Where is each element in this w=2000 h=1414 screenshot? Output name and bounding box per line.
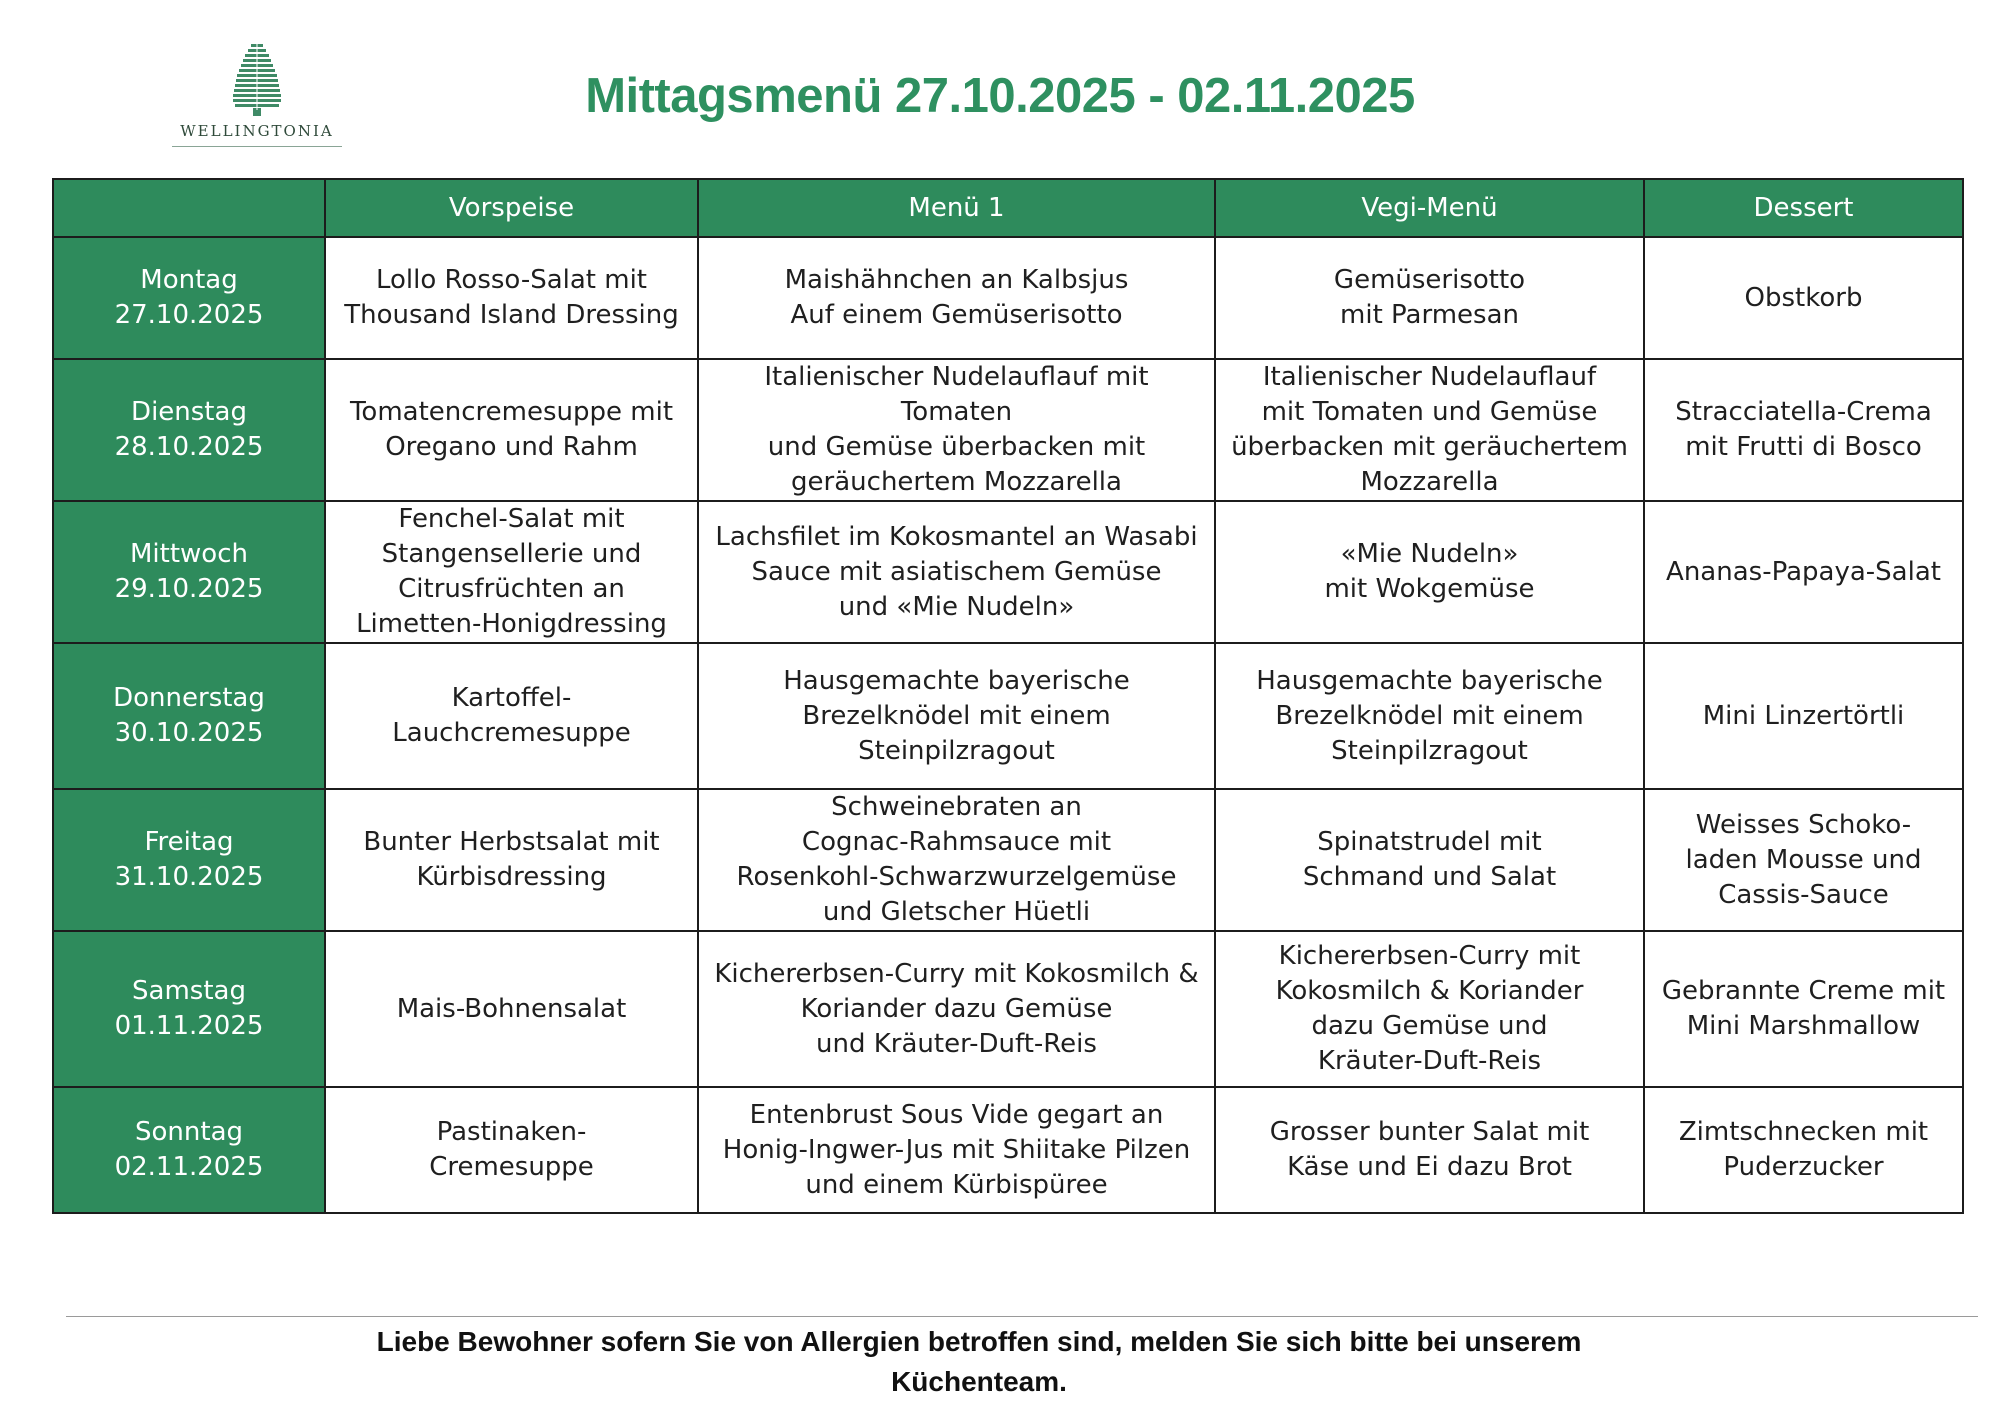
dish-line: Honig-Ingwer-Jus mit Shiitake Pilzen xyxy=(722,1134,1191,1165)
day-name: Donnerstag xyxy=(113,683,265,713)
dish-line: mit Wokgemüse xyxy=(1324,574,1535,604)
day-cell xyxy=(53,789,325,931)
dish-cell-menu1 xyxy=(698,1087,1215,1213)
footer-line-1: Liebe Bewohner sofern Sie von Allergien betroffen sind, melden Sie sich bitte bei unserem xyxy=(376,1326,1582,1357)
day-date: 02.11.2025 xyxy=(114,1152,264,1182)
dish-line: Kichererbsen-Curry mit xyxy=(1278,941,1581,971)
dish-cell-dessert xyxy=(1644,359,1963,501)
day-cell xyxy=(53,1087,325,1213)
dish-line: Italienischer Nudelauflauf xyxy=(1262,362,1597,392)
dish-line: Lollo Rosso-Salat mit xyxy=(375,265,648,295)
logo-text: WELLINGTONIA xyxy=(180,122,334,140)
dish-cell-menu1 xyxy=(698,789,1215,931)
dish-line: dazu Gemüse und xyxy=(1311,1011,1548,1041)
dish-cell-vorspeise xyxy=(325,931,698,1087)
dish-cell-vorspeise xyxy=(325,1087,698,1213)
dish-line: Brezelknödel mit einem Steinpilzragout xyxy=(802,700,1111,766)
dish-cell-dessert xyxy=(1644,237,1963,359)
dish-cell-vegi xyxy=(1215,501,1644,643)
dish-line: Kürbisdressing xyxy=(416,862,607,892)
footer-line-2: Küchenteam. xyxy=(891,1366,1067,1397)
dish-line: Mais-Bohnensalat xyxy=(396,993,627,1024)
dish-line: Hausgemachte bayerische xyxy=(1256,665,1603,696)
dish-cell-menu1 xyxy=(698,643,1215,789)
footer-note xyxy=(0,1322,1958,1402)
day-name: Sonntag xyxy=(135,1117,243,1147)
dish-line: Gebrannte Creme mit xyxy=(1661,976,1946,1006)
dish-line: Thousand Island Dressing xyxy=(344,300,679,330)
footer-divider xyxy=(66,1316,1978,1317)
dish-line: Mozzarella xyxy=(1360,467,1499,497)
dish-cell-vorspeise xyxy=(325,789,698,931)
dish-line: Puderzucker xyxy=(1723,1152,1884,1182)
dish-line: Kichererbsen-Curry mit Kokosmilch & xyxy=(714,958,1199,989)
dish-line: Mini Linzertörtli xyxy=(1702,700,1905,731)
dish-line: Oregano und Rahm xyxy=(385,432,638,462)
menu-table xyxy=(52,178,1964,1214)
dish-cell-vegi xyxy=(1215,237,1644,359)
dish-line: Fenchel-Salat mit xyxy=(398,504,625,534)
day-name: Dienstag xyxy=(131,397,247,427)
dish-line: und Gletscher Hüetli xyxy=(822,897,1091,927)
dish-line: Kokosmilch & Koriander xyxy=(1275,976,1584,1006)
dish-line: Stangensellerie und xyxy=(381,539,642,569)
dish-cell-dessert xyxy=(1644,1087,1963,1213)
day-date: 30.10.2025 xyxy=(114,718,264,748)
dish-line: Cognac-Rahmsauce mit xyxy=(801,827,1112,857)
header-row xyxy=(53,179,1963,237)
dish-line: und einem Kürbispüree xyxy=(805,1169,1108,1200)
day-date: 31.10.2025 xyxy=(114,862,264,892)
day-name: Montag xyxy=(140,265,238,295)
header-cell-menu1: Menü 1 xyxy=(698,179,1215,237)
table-row xyxy=(53,1087,1963,1213)
dish-line: Stracciatella-Crema xyxy=(1675,397,1932,427)
dish-line: Cremesuppe xyxy=(429,1152,594,1182)
dish-line: Lauchcremesuppe xyxy=(392,718,631,748)
dish-cell-vorspeise xyxy=(325,359,698,501)
table-row xyxy=(53,643,1963,789)
dish-line: Hausgemachte bayerische xyxy=(783,665,1130,696)
dish-line: Gemüserisotto xyxy=(1333,265,1526,295)
dish-line: Obstkorb xyxy=(1744,282,1863,313)
dish-cell-vegi xyxy=(1215,643,1644,789)
dish-line: Pastinaken- xyxy=(436,1117,587,1147)
dish-line: Grosser bunter Salat mit xyxy=(1269,1117,1590,1147)
day-name: Mittwoch xyxy=(130,539,248,569)
dish-line: mit Tomaten und Gemüse xyxy=(1261,397,1598,427)
dish-cell-dessert xyxy=(1644,789,1963,931)
dish-line: Kräuter-Duft-Reis xyxy=(1317,1046,1542,1076)
dish-line: laden Mousse und xyxy=(1685,844,1922,875)
dish-line: Limetten-Honigdressing xyxy=(356,609,667,639)
day-date: 01.11.2025 xyxy=(114,1011,264,1041)
dish-line: Spinatstrudel mit xyxy=(1317,827,1542,857)
dish-line: Italienischer Nudelauflauf mit Tomaten xyxy=(764,362,1149,427)
dish-line: Koriander dazu Gemüse xyxy=(800,993,1113,1024)
dish-line: Auf einem Gemüserisotto xyxy=(790,300,1123,330)
day-cell xyxy=(53,237,325,359)
dish-line: mit Parmesan xyxy=(1340,300,1519,330)
table-row xyxy=(53,931,1963,1087)
dish-line: und «Mie Nudeln» xyxy=(838,591,1075,622)
dish-line: Citrusfrüchten an xyxy=(398,574,625,604)
dish-line: mit Frutti di Bosco xyxy=(1685,432,1922,462)
dish-line: Schmand und Salat xyxy=(1302,862,1557,892)
header-cell-vorspeise: Vorspeise xyxy=(325,179,698,237)
dish-line: Brezelknödel mit einem xyxy=(1275,700,1584,731)
table-row xyxy=(53,359,1963,501)
dish-cell-menu1 xyxy=(698,501,1215,643)
logo-underline xyxy=(172,146,342,147)
day-date: 29.10.2025 xyxy=(114,574,264,604)
dish-line: und Gemüse überbacken mit xyxy=(767,432,1146,462)
dish-cell-vorspeise xyxy=(325,237,698,359)
dish-cell-vorspeise xyxy=(325,643,698,789)
dish-line: überbacken mit geräuchertem xyxy=(1231,432,1628,462)
table-row xyxy=(53,789,1963,931)
page-title: Mittagsmenü 27.10.2025 - 02.11.2025 xyxy=(585,69,1415,123)
header-cell-vegi: Vegi-Menü xyxy=(1215,179,1644,237)
dish-line: geräuchertem Mozzarella xyxy=(791,467,1122,497)
dish-line: Lachsfilet im Kokosmantel an Wasabi xyxy=(715,521,1198,552)
day-name: Freitag xyxy=(144,827,234,857)
day-cell xyxy=(53,501,325,643)
menu-body xyxy=(53,237,1963,1213)
dish-line: Kartoffel- xyxy=(451,683,572,713)
dish-line: Steinpilzragout xyxy=(1331,735,1528,766)
dish-line: Entenbrust Sous Vide gegart an xyxy=(749,1099,1164,1130)
dish-line: Schweinebraten an xyxy=(831,792,1082,822)
dish-cell-vegi xyxy=(1215,359,1644,501)
day-date: 27.10.2025 xyxy=(114,300,264,330)
dish-line: Bunter Herbstsalat mit xyxy=(363,827,660,857)
dish-cell-dessert xyxy=(1644,501,1963,643)
dish-line: Cassis-Sauce xyxy=(1718,879,1889,910)
day-date: 28.10.2025 xyxy=(114,432,264,462)
table-row xyxy=(53,501,1963,643)
day-cell xyxy=(53,931,325,1087)
dish-cell-dessert xyxy=(1644,643,1963,789)
dish-line: Zimtschnecken mit xyxy=(1678,1117,1929,1147)
dish-cell-vorspeise xyxy=(325,501,698,643)
dish-cell-vegi xyxy=(1215,931,1644,1087)
dish-cell-vegi xyxy=(1215,789,1644,931)
dish-line: Käse und Ei dazu Brot xyxy=(1287,1152,1572,1182)
dish-cell-menu1 xyxy=(698,359,1215,501)
dish-line: und Kräuter-Duft-Reis xyxy=(816,1028,1097,1059)
day-cell xyxy=(53,643,325,789)
dish-line: «Mie Nudeln» xyxy=(1340,539,1519,569)
table-row xyxy=(53,237,1963,359)
day-name: Samstag xyxy=(132,976,246,1006)
dish-line: Mini Marshmallow xyxy=(1686,1011,1921,1041)
dish-line: Maishähnchen an Kalbsjus xyxy=(784,265,1129,295)
dish-line: Rosenkohl-Schwarzwurzelgemüse xyxy=(736,862,1177,892)
dish-cell-menu1 xyxy=(698,931,1215,1087)
dish-line: Tomatencremesuppe mit xyxy=(349,397,674,427)
dish-cell-dessert xyxy=(1644,931,1963,1087)
dish-line: Ananas-Papaya-Salat xyxy=(1666,556,1941,587)
header-cell-day xyxy=(53,179,325,237)
day-cell xyxy=(53,359,325,501)
dish-line: Sauce mit asiatischem Gemüse xyxy=(751,556,1162,587)
dish-cell-menu1 xyxy=(698,237,1215,359)
dish-line: Weisses Schoko- xyxy=(1695,809,1912,840)
dish-cell-vegi xyxy=(1215,1087,1644,1213)
header-cell-dessert: Dessert xyxy=(1644,179,1963,237)
